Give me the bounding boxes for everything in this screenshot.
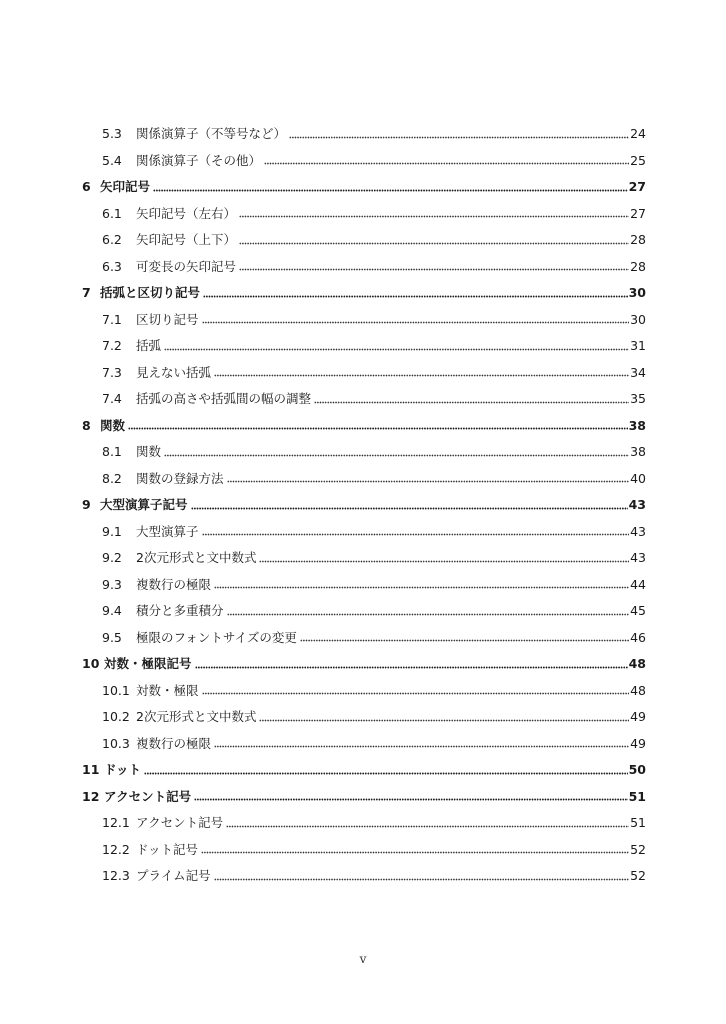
entry-page: 28 [630,258,646,274]
dot-leader [214,741,629,751]
entry-title: プライム記号 [136,868,211,883]
page-number: v [359,952,367,966]
chapter-title: 大型演算子記号 [100,497,188,512]
chapter-number: 11 [82,762,100,777]
toc-entry-9-5[interactable] [82,625,646,652]
dot-leader [195,661,628,671]
toc-chapter-8[interactable] [82,413,646,440]
chapter-title: 括弧と区切り記号 [100,285,201,300]
entry-page: 49 [630,735,646,751]
dot-leader [214,582,629,592]
toc-entry-10-2[interactable] [82,704,646,731]
entry-page: 24 [630,126,646,141]
entry-number: 8.2 [102,470,122,486]
entry-number: 9.4 [102,603,122,618]
toc-entry-7-1[interactable] [82,307,646,334]
entry-number: 7.2 [102,338,122,353]
entry-number: 10.1 [102,682,130,698]
toc-entry-6-3[interactable] [82,254,646,281]
entry-page: 35 [630,391,646,406]
entry-number: 6.3 [102,258,122,274]
toc-entry-5-4[interactable] [82,148,646,175]
chapter-page: 51 [628,788,646,804]
chapter-title: ドット [104,762,142,777]
toc-entry-6-2[interactable] [82,227,646,254]
entry-title: 括弧 [136,338,162,353]
table-of-contents [82,121,646,890]
entry-number: 9.3 [102,576,122,592]
entry-title: 見えない括弧 [136,364,212,380]
entry-number: 9.1 [102,523,122,539]
entry-number: 6.2 [102,232,122,247]
toc-chapter-11[interactable] [82,757,646,784]
toc-entry-10-1[interactable] [82,678,646,705]
toc-entry-10-3[interactable] [82,731,646,758]
entry-page: 43 [630,523,646,539]
entry-page: 48 [630,682,646,698]
entry-title: 括弧の高さや括弧間の幅の調整 [136,391,312,406]
dot-leader [264,158,629,168]
entry-title: アクセント記号 [136,815,224,830]
toc-entry-12-3[interactable] [82,863,646,890]
entry-number: 10.2 [102,709,130,724]
entry-number: 10.3 [102,735,130,751]
entry-page: 51 [630,815,646,830]
toc-entry-9-4[interactable] [82,598,646,625]
entry-title: 2次元形式と文中数式 [136,709,257,724]
toc-chapter-7[interactable] [82,280,646,307]
entry-page: 27 [630,205,646,221]
entry-number: 7.4 [102,391,122,406]
entry-page: 45 [630,603,646,618]
toc-entry-7-3[interactable] [82,360,646,387]
dot-leader [239,237,629,247]
dot-leader [164,449,629,459]
toc-entry-8-1[interactable] [82,439,646,466]
chapter-title: 矢印記号 [100,179,151,194]
entry-page: 34 [630,364,646,380]
entry-title: 対数・極限 [136,682,199,698]
dot-leader [203,290,628,300]
entry-title: 積分と多重積分 [136,603,224,618]
dot-leader [153,184,628,194]
dot-leader [259,555,629,565]
dot-leader [201,847,629,857]
entry-page: 52 [630,841,646,857]
dot-leader [202,688,630,698]
dot-leader [164,343,629,353]
entry-number: 12.3 [102,868,130,883]
entry-title: 区切り記号 [136,311,199,327]
entry-title: 複数行の極限 [136,576,212,592]
toc-entry-7-4[interactable] [82,386,646,413]
toc-chapter-6[interactable] [82,174,646,201]
chapter-page: 38 [628,417,646,433]
toc-entry-9-2[interactable] [82,545,646,572]
entry-number: 12.1 [102,815,130,830]
entry-number: 7.3 [102,364,122,380]
entry-title: 極限のフォントサイズの変更 [136,629,297,645]
entry-page: 49 [630,709,646,724]
toc-entry-5-3[interactable] [82,121,646,148]
dot-leader [259,714,629,724]
chapter-title: 対数・極限記号 [104,656,192,671]
entry-number: 5.4 [102,152,122,168]
chapter-number: 10 [82,656,100,671]
entry-page: 30 [630,311,646,327]
chapter-number: 7 [82,285,91,300]
entry-title: 関数 [136,444,162,459]
dot-leader [300,635,629,645]
entry-number: 12.2 [102,841,130,857]
toc-entry-9-3[interactable] [82,572,646,599]
dot-leader [226,820,629,830]
chapter-title: 関数 [100,417,126,433]
entry-number: 9.2 [102,550,122,565]
chapter-number: 9 [82,497,91,512]
entry-title: 2次元形式と文中数式 [136,550,257,565]
toc-chapter-12[interactable] [82,784,646,811]
entry-page: 43 [630,550,646,565]
entry-title: 関係演算子（その他） [136,152,262,168]
dot-leader [214,873,629,883]
dot-leader [191,502,628,512]
dot-leader [239,264,629,274]
toc-chapter-9[interactable] [82,492,646,519]
chapter-number: 8 [82,417,91,433]
toc-entry-9-1[interactable] [82,519,646,546]
entry-title: 複数行の極限 [136,735,212,751]
toc-chapter-10[interactable] [82,651,646,678]
dot-leader [202,317,630,327]
dot-leader [202,529,630,539]
toc-entry-12-1[interactable] [82,810,646,837]
entry-page: 28 [630,232,646,247]
toc-entry-6-1[interactable] [82,201,646,228]
dot-leader [214,370,629,380]
entry-title: 関係演算子（不等号など） [136,126,287,141]
chapter-page: 48 [628,656,646,671]
entry-page: 44 [630,576,646,592]
toc-entry-8-2[interactable] [82,466,646,493]
chapter-title: アクセント記号 [104,788,192,804]
entry-page: 38 [630,444,646,459]
chapter-page: 30 [628,285,646,300]
chapter-number: 12 [82,788,100,804]
entry-number: 8.1 [102,444,122,459]
entry-title: 矢印記号（上下） [136,232,237,247]
entry-page: 46 [630,629,646,645]
dot-leader [314,396,629,406]
chapter-number: 6 [82,179,91,194]
chapter-page: 50 [628,762,646,777]
dot-leader [227,608,630,618]
entry-number: 9.5 [102,629,122,645]
entry-number: 6.1 [102,205,122,221]
entry-title: 可変長の矢印記号 [136,258,237,274]
entry-page: 52 [630,868,646,883]
toc-entry-7-2[interactable] [82,333,646,360]
dot-leader [128,423,628,433]
entry-page: 40 [630,470,646,486]
entry-title: 大型演算子 [136,523,199,539]
entry-page: 25 [630,152,646,168]
toc-entry-12-2[interactable] [82,837,646,864]
entry-page: 31 [630,338,646,353]
chapter-page: 27 [628,179,646,194]
dot-leader [227,476,630,486]
entry-title: 関数の登録方法 [136,470,224,486]
entry-title: 矢印記号（左右） [136,205,237,221]
dot-leader [194,794,627,804]
dot-leader [239,211,629,221]
chapter-page: 43 [628,497,646,512]
entry-title: ドット記号 [136,841,199,857]
dot-leader [289,131,629,141]
entry-number: 5.3 [102,126,122,141]
dot-leader [144,767,628,777]
entry-number: 7.1 [102,311,122,327]
